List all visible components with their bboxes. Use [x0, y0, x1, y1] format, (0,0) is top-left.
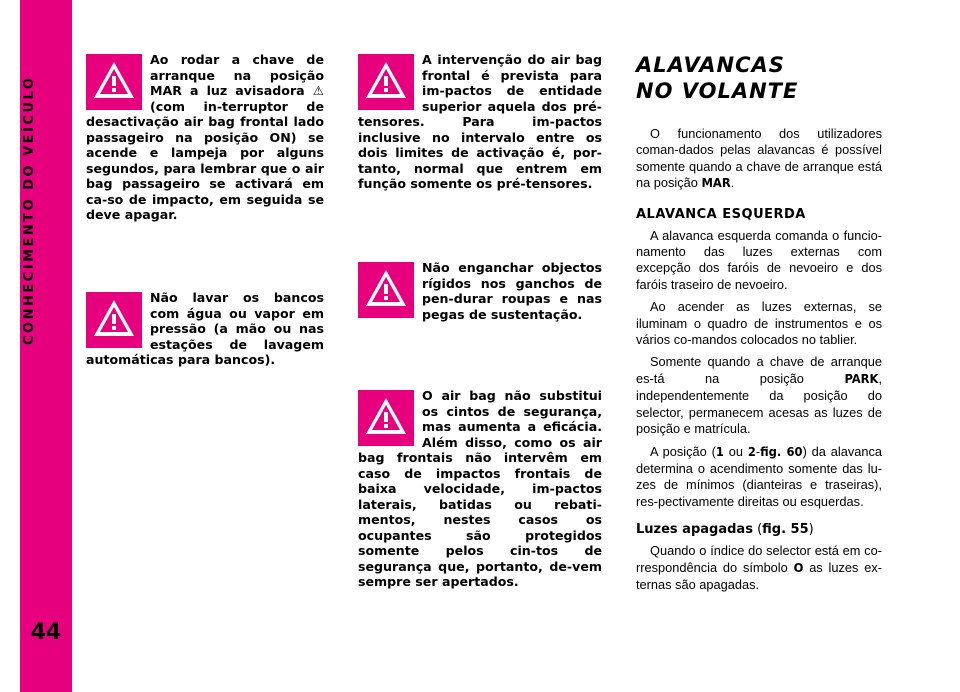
column-right: [636, 0, 882, 692]
text-run: ) da alavanca determina o acendimento somente das lu-zes de mínimos (dianteiras e traseiras), res-pectivamente direitas ou esquerdas.: [636, 443, 882, 509]
warning-hooks: [358, 260, 602, 322]
paragraph: [636, 354, 882, 437]
section-title-line: ALAVANCAS: [636, 53, 785, 77]
warning-triangle-icon: [358, 390, 414, 446]
text-run: ou: [723, 443, 748, 459]
column-middle: [358, 0, 602, 692]
text-run: ): [808, 522, 814, 538]
text-run: as luzes ex-ternas são apagadas.: [636, 559, 882, 592]
intro-paragraph: O funcionamento dos utilizadores coman-dados pelas alavancas é possível somente quando a chave de arranque está na posição MAR.: [636, 126, 882, 192]
warning-airbag-light: [86, 52, 324, 223]
paragraph: [636, 543, 882, 593]
bold-run: 2: [747, 444, 756, 460]
warning-triangle-icon: [358, 54, 414, 110]
warning-seatbelts: [358, 388, 602, 590]
warning-triangle-icon: [358, 262, 414, 318]
paragraph: A alavanca esquerda comanda o funcio-namento das luzes externas com excepção dos faróis de nevoeiro e dos faróis traseiro de nevoeiro.: [636, 227, 882, 292]
text-run: Somente quando a chave de arranque es-tá na posição: [636, 354, 882, 386]
warning-text: Não enganchar objectos rígidos nos ganchos de pen-durar roupas e nas pegas de sustentação.: [422, 260, 602, 322]
text-run: A posição (: [650, 443, 716, 459]
section-title: [636, 52, 798, 104]
warning-triangle-icon: [86, 54, 142, 110]
intro-text: O funcionamento dos utilizadores coman-dados pelas alavancas é possível somente quando a chave de arranque está na posição: [636, 126, 882, 191]
section-sidebar-title: CONHECIMENTO DO VEÍCULO: [22, 75, 37, 345]
section-body: [636, 126, 882, 599]
paragraph: [636, 444, 882, 511]
bold-run: 1: [715, 444, 724, 460]
warning-triangle-icon: [86, 292, 142, 348]
warning-text: O air bag não substitui os cintos de segurança, mas aumenta a eficácia. Além disso, como os air bag frontais não intervêm em caso de impactos frontais de baixa velocidade, im-pactos laterais, batidas ou rebati-mentos, nestes casos os ocupantes são protegidos somente pelos cin-tos de segurança que, portanto, de-vem sempre ser apertados.: [358, 388, 602, 589]
text-run: Quando o índice do selector está em co-rrespondência do símbolo: [636, 543, 882, 575]
figure-ref: fig. 55: [762, 522, 809, 538]
bold-run: fig. 60: [760, 444, 803, 460]
subheading-left-lever: ALAVANCA ESQUERDA: [636, 206, 806, 222]
warning-text: Não lavar os bancos com água ou vapor em pressão (a mão ou nas estações de lavagem automáticas para bancos).: [86, 290, 324, 367]
page-number: 44: [30, 620, 62, 645]
subheading-lights-off: [636, 522, 882, 537]
text-run: -: [755, 443, 761, 459]
bold-run: PARK: [844, 371, 879, 387]
warning-text: Ao rodar a chave de arranque na posição MAR a luz avisadora ⚠ (com in-terruptor de desactivação air bag frontal lado passageiro na posição ON) se acende e lampeja por alguns segundos, para lembrar que o air bag passageiro se activará em ca-so de impacto, em seguida se deve apagar.: [86, 52, 324, 222]
intro-bold: MAR: [701, 176, 731, 192]
paragraph: Ao acender as luzes externas, se iluminam o quadro de instrumentos e os vários co-mandos colocados no tablier.: [636, 299, 882, 348]
column-left: [86, 0, 324, 692]
warning-airbag-intervention: [358, 52, 602, 192]
bold-run: O: [793, 560, 804, 576]
section-title-line: NO VOLANTE: [636, 79, 799, 103]
subheading-text: Luzes apagadas: [636, 522, 753, 538]
warning-text: A intervenção do air bag frontal é prevista para im-pactos de entidade superior aquela dos pré-tensores. Para im-pactos inclusive no intervalo entre os dois limites de activação é, por-tanto, normal que entrem em função somente os pré-tensores.: [358, 52, 602, 191]
text-run: (: [752, 522, 763, 538]
text-run: , independentemente da posição do selector, permanecem acesas as luzes de posição e matrícula.: [636, 370, 882, 437]
warning-seat-washing: [86, 290, 324, 368]
